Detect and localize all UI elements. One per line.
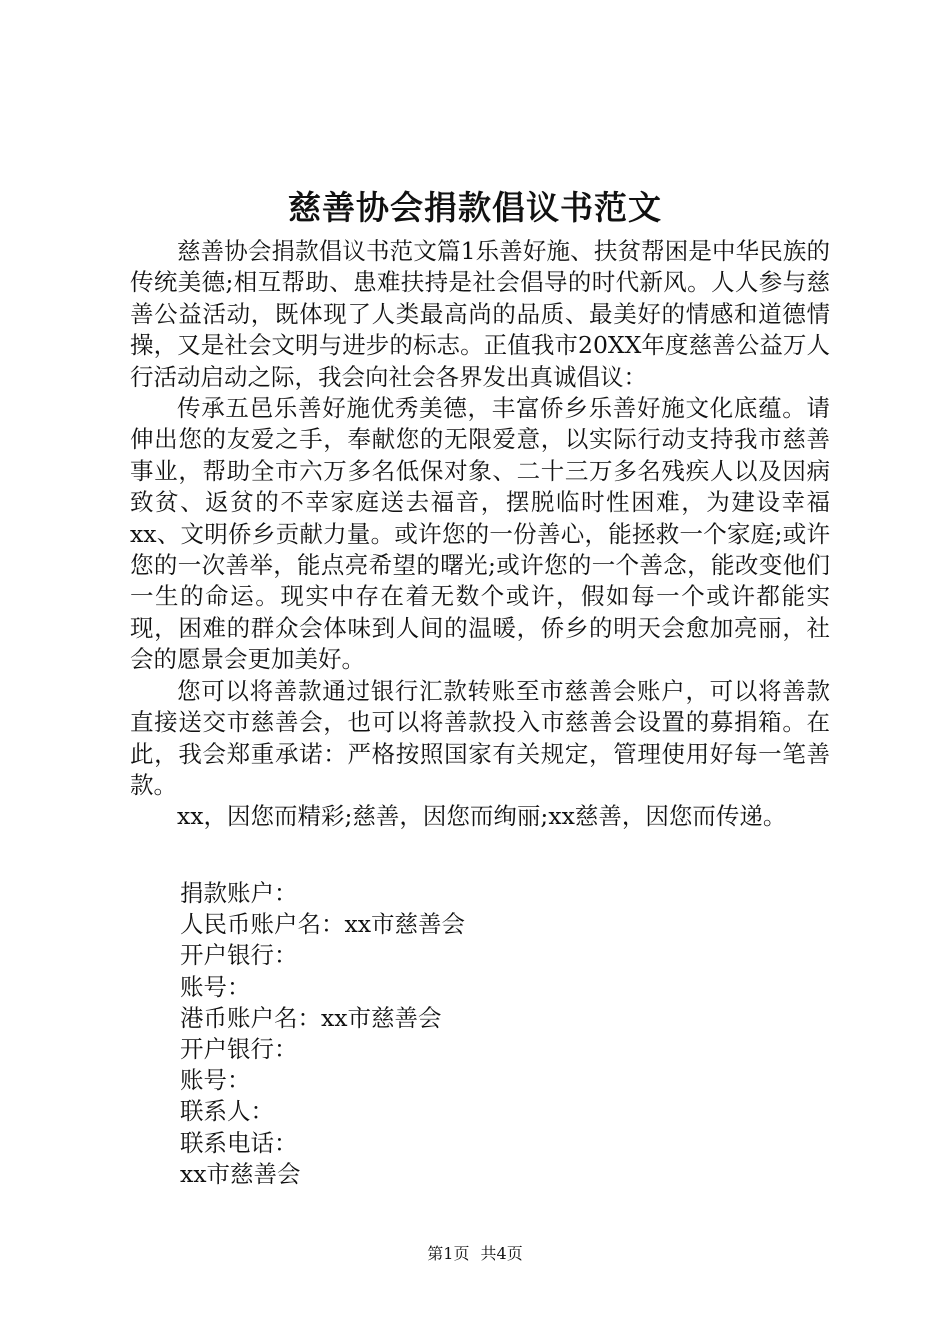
paragraph-3: 您可以将善款通过银行汇款转账至市慈善会账户，可以将善款直接送交市慈善会，也可以将善款投入市慈善会设置的募捐箱。在此，我会郑重承诺：严格按照国家有关规定，管理使用好每一笔善款。 [130,676,830,799]
hkd-bank: 开户银行： [180,1035,298,1064]
page-footer: 第1页 共4页 [427,1244,523,1263]
contact-person: 联系人： [180,1097,274,1126]
account-info [180,878,780,1190]
paragraph-4: xx，因您而精彩;慈善，因您而绚丽;xx慈善，因您而传递。 [177,802,787,831]
rmb-account-name: 人民币账户名：xx市慈善会 [180,910,466,939]
hkd-account-number: 账号： [180,1066,251,1095]
signature-org: xx市慈善会 [180,1159,301,1188]
rmb-bank: 开户银行： [180,941,298,970]
paragraph-2: 传承五邑乐善好施优秀美德，丰富侨乡乐善好施文化底蕴。请伸出您的友爱之手，奉献您的无限爱意，以实际行动支持我市慈善事业，帮助全市六万多名低保对象、二十三万多名残疾人以及因病致贫、返贫的不幸家庭送去福音，摆脱临时性困难，为建设幸福xx、文明侨乡贡献力量。或许您的一份善心，能拯救一个家庭;或许您的一次善举，能点亮希望的曙光;或许您的一个善念，能改变他们一生的命运。现实中存在着无数个或许，假如每一个或许都能实现，困难的群众会体味到人间的温暖，侨乡的明天会愈加亮丽，社会的愿景会更加美好。 [130,394,830,674]
rmb-account-number: 账号： [180,972,251,1001]
document-body [130,236,830,833]
paragraph-1: 慈善协会捐款倡议书范文篇1乐善好施、扶贫帮困是中华民族的传统美德;相互帮助、患难扶持是社会倡导的时代新风。人人参与慈善公益活动，既体现了人类最高尚的品质、最美好的情感和道德情操，又是社会文明与进步的标志。正值我市20XX年度慈善公益万人行活动启动之际，我会向社会各界发出真诚倡议： [130,237,830,391]
account-heading: 捐款账户： [180,879,298,907]
hkd-account-name: 港币账户名：xx市慈善会 [180,1003,442,1032]
contact-phone: 联系电话： [180,1128,298,1157]
document-title: 慈善协会捐款倡议书范文 [288,188,662,227]
